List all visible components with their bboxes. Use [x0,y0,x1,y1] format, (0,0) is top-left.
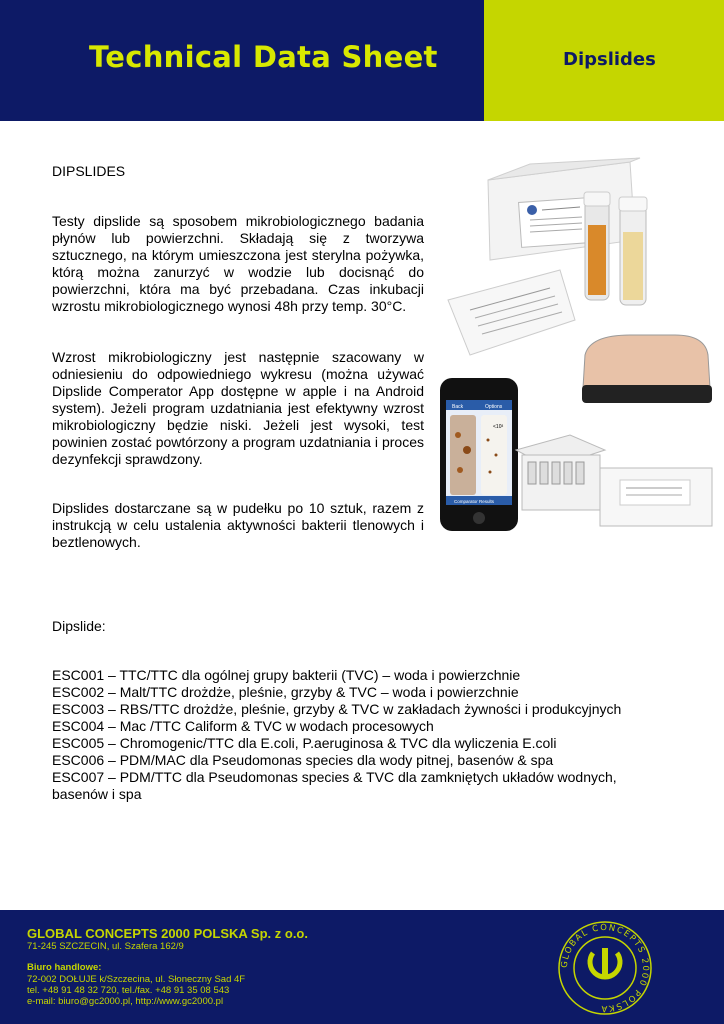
product-list-label: Dipslide: [52,618,106,634]
phone-reading: <10³ [493,424,504,430]
office-phone: tel. +48 91 48 32 720, tel./fax. +48 91 35 08 543 [27,985,230,996]
vials-box [516,435,712,526]
header-banner [0,0,724,121]
company-name: GLOBAL CONCEPTS 2000 POLSKA Sp. z o.o. [27,926,308,941]
product-item: ESC004 – Mac /TTC Caliform & TVC w wodach procesowych [52,718,434,734]
page-title: Technical Data Sheet [89,40,438,74]
product-item: ESC007 – PDM/TTC dla Pseudomonas species & TVC dla zamkniętych układów wodnych, basenów i spa [52,769,617,802]
footer [0,910,724,1024]
description-paragraph: Testy dipslide są sposobem mikrobiologicznego badania płynów lub powierzchni. Składają się z tworzywa sztucznego, na którym umieszczona jest sterylna pożywka, którą można zanurzyć w wodzie lub docisnąć do powierzchni, która ma być przebadana. Czas inkubacji wzrostu mikrobiologicznego wynosi 48h przy temp. 30°C. [52,213,424,314]
packaging-paragraph: Dipslides dostarczane są w pudełku po 10 sztuk, razem z instrukcją w celu ustalenia aktywności bakterii tlenowych i beztlenowych. [52,500,424,550]
phone-results-button: Comparator Results [454,499,495,504]
office-address: 72-002 DOŁUJE k/Szczecina, ul. Słoneczny Sad 4F [27,974,246,985]
office-email-link[interactable]: e-mail: biuro@gc2000.pl, http://www.gc2000.pl [27,996,224,1007]
logo-text: GLOBAL CONCEPTS 2000 POLSKA [559,922,651,1014]
product-item: ESC003 – RBS/TTC drożdże, pleśnie, grzyby & TVC w zakładach żywności i produkcyjnych [52,701,622,717]
product-name: Dipslides [563,49,656,70]
product-item: ESC005 – Chromogenic/TTC dla E.coli, P.aeruginosa & TVC dla wyliczenia E.coli [52,735,557,751]
product-item: ESC001 – TTC/TTC dla ogólnej grupy bakterii (TVC) – woda i powierzchnie [52,667,521,683]
product-list [52,667,672,803]
instruction-leaflet [448,270,575,355]
product-item: ESC006 – PDM/MAC dla Pseudomonas species dla wody pitnej, basenów & spa [52,752,554,768]
evaluation-paragraph: Wzrost mikrobiologiczny jest następnie szacowany w odniesieniu do odpowiedniego wykresu (można używać Dipslide Comperator App dostępne w apple i na Android system). Jeżeli program uzdatniania jest efektywny wzrost mikrobiologiczny będzie niski. Jeżeli jest wysoki, test powinien zostać powtórzony a program uzdatniania i proces dezynfekcji sprawdzony. [52,349,424,467]
product-photo [430,150,720,540]
company-logo [555,918,655,1018]
office-label: Biuro handlowe: [27,962,102,973]
smartphone [440,378,518,531]
phone-tab-back: Back [452,404,464,410]
product-box [488,158,640,260]
incubator [582,335,712,403]
company-address: 71-245 SZCZECIN, ul. Szafera 162/9 [27,941,184,952]
phone-tab-options: Options [485,404,503,410]
section-heading: DIPSLIDES [52,163,126,179]
product-item: ESC002 – Malt/TTC drożdże, pleśnie, grzyby & TVC – woda i powierzchnie [52,684,519,700]
